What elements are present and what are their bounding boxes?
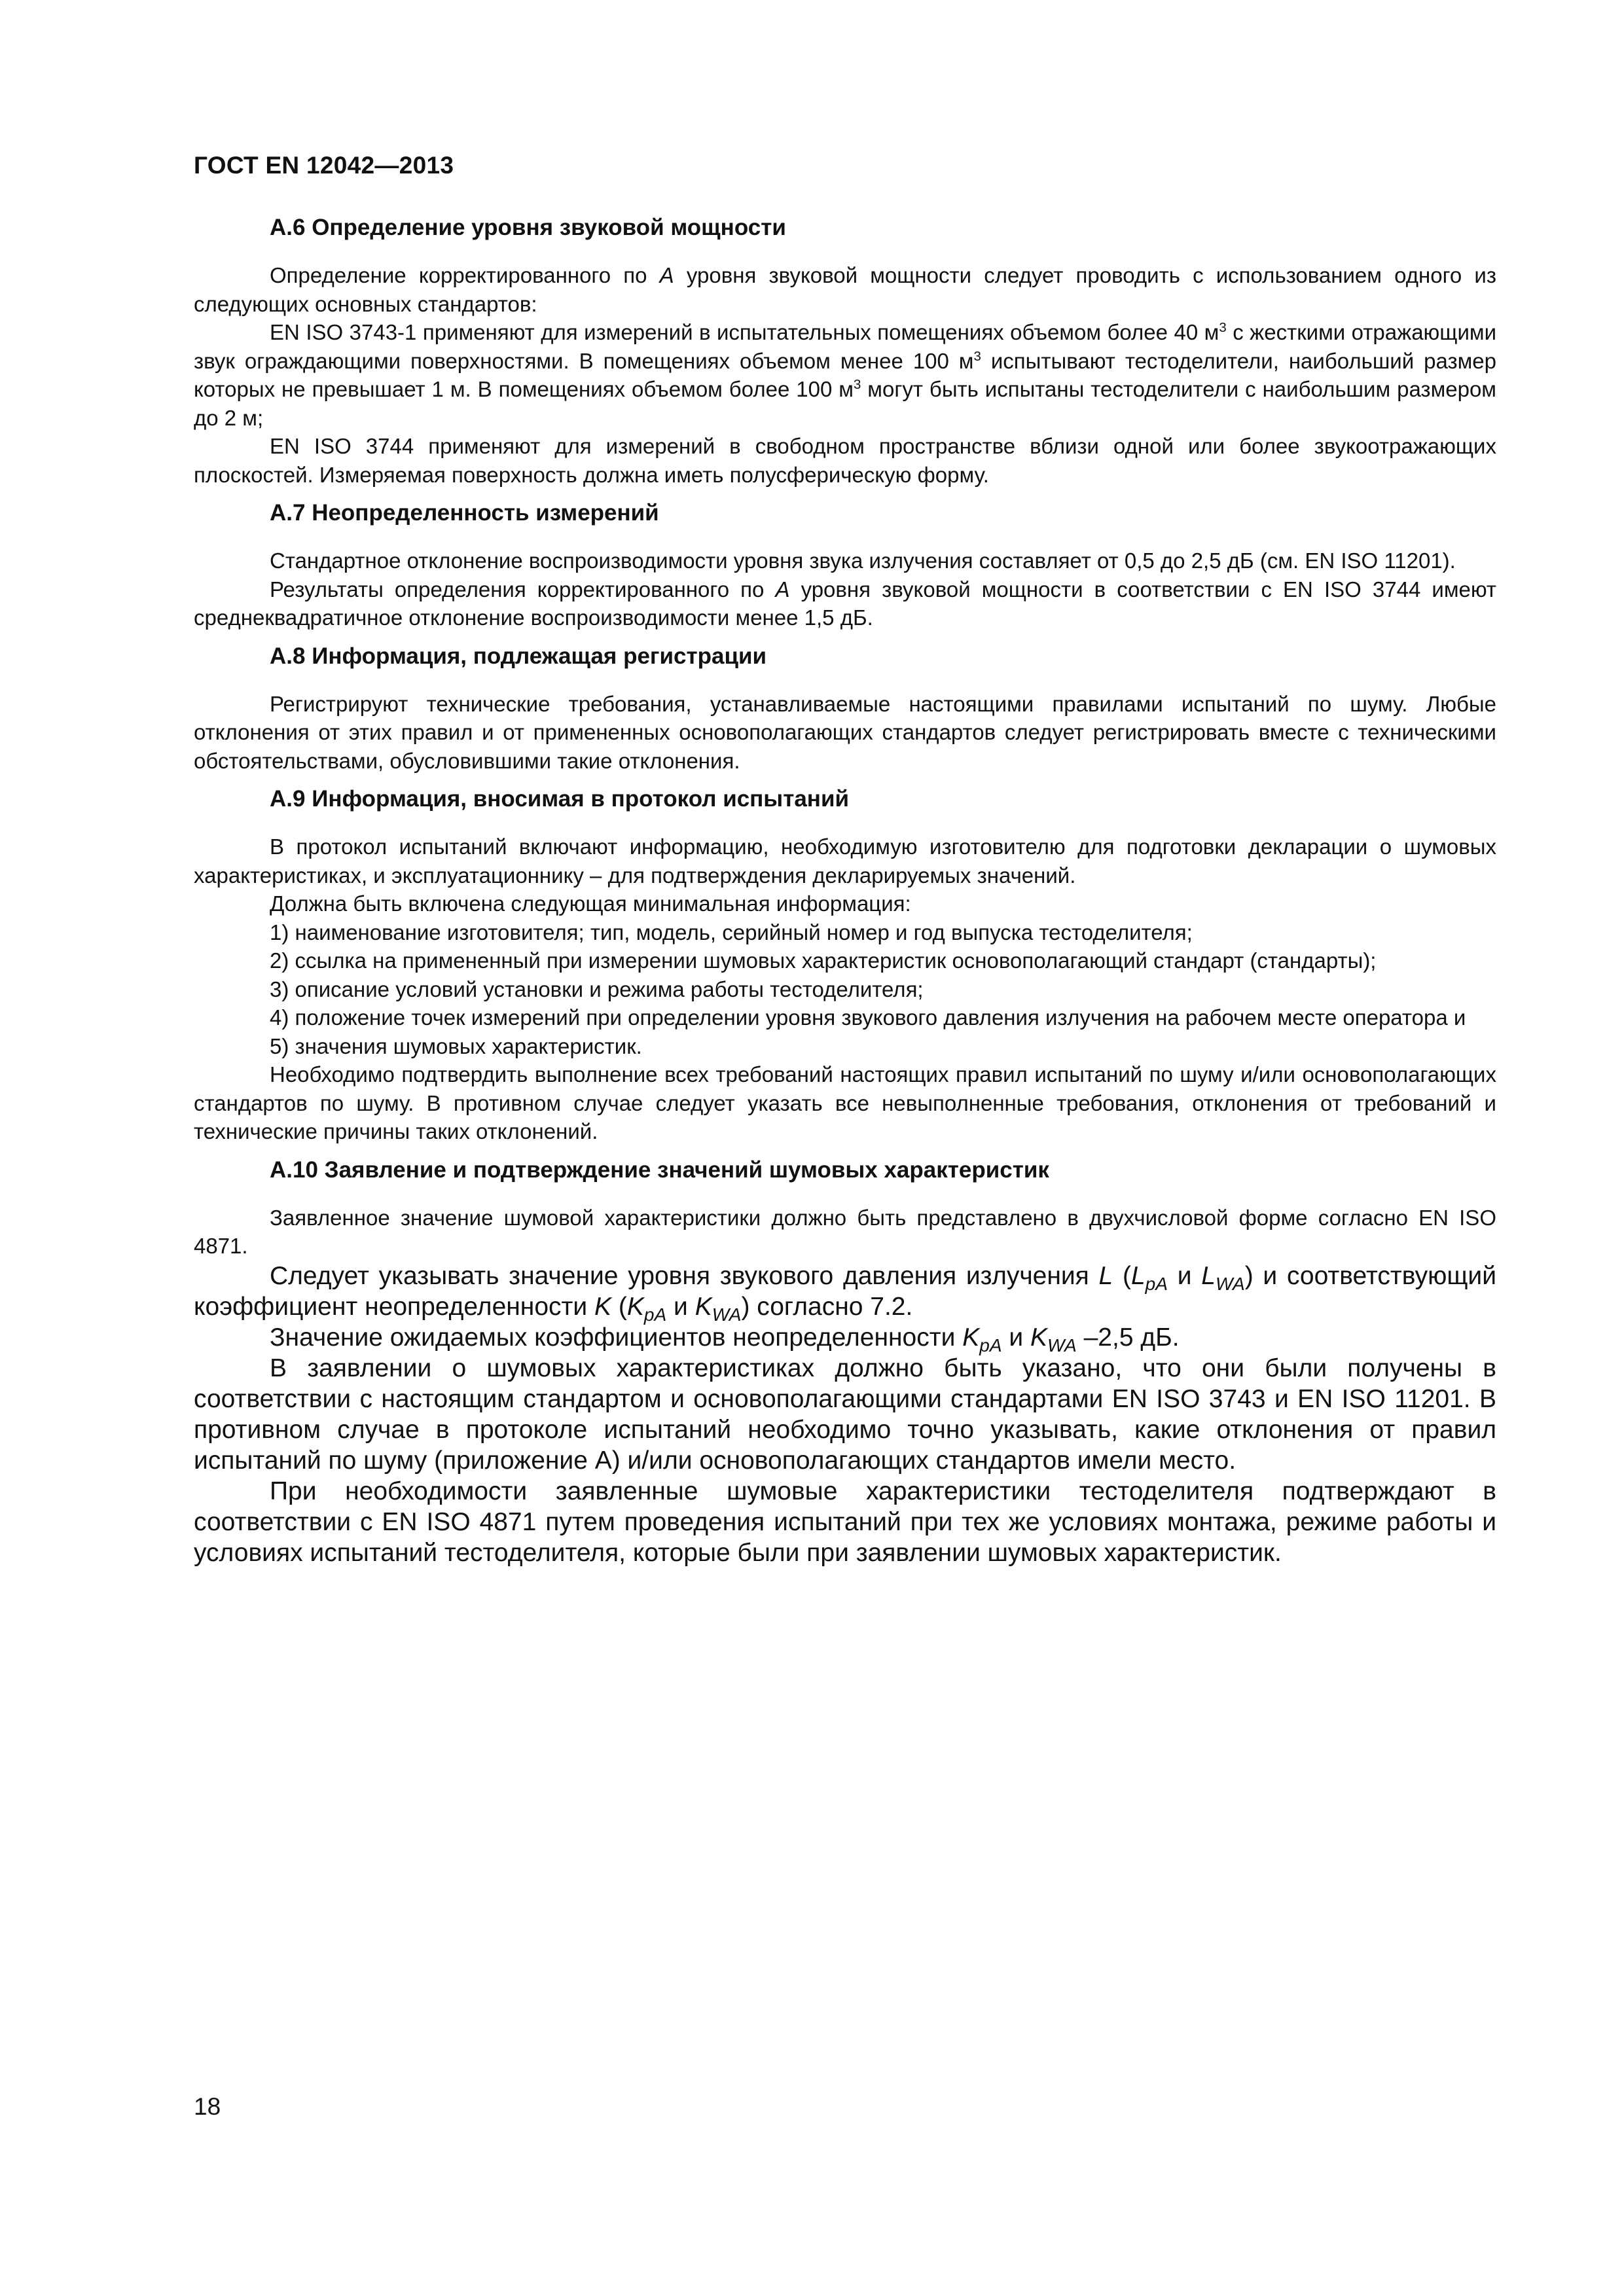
paragraph: В протокол испытаний включают информацию, необходимую изготовителю для подготовки декларации о шумовых характеристиках, и эксплуатационнику – для подтверждения декларируемых значений. — [194, 834, 1496, 888]
list-item: 2) ссылка на примененный при измерении шумовых характеристик основополагающий стандарт (стандарты); — [270, 948, 1377, 973]
page-number: 18 — [194, 2093, 221, 2120]
large-text-block — [194, 1261, 1496, 1568]
paragraph: Заявленное значение шумовой характеристики должно быть представлено в двухчисловой форме согласно EN ISO 4871. — [194, 1205, 1496, 1258]
paragraph: Результаты определения корректированного по А уровня звуковой мощности в соответствии с EN ISO 3744 имеют среднеквадратичное отклонение воспроизводимости менее 1,5 дБ. — [194, 577, 1496, 630]
section-a7 — [194, 498, 1496, 632]
paragraph: Значение ожидаемых коэффициентов неопределенности $K_{pA}$ и $K_{WA}$ –2,5 дБ. — [270, 1323, 1180, 1355]
list-item: 4) положение точек измерений при определении уровня звукового давления излучения на рабочем месте оператора и — [270, 1005, 1466, 1030]
paragraph: Должна быть включена следующая минимальная информация: — [270, 891, 911, 916]
section-heading: А.6 Определение уровня звуковой мощности — [270, 215, 786, 240]
section-heading: А.10 Заявление и подтверждение значений шумовых характеристик — [270, 1157, 1049, 1183]
section-a9 — [194, 784, 1496, 1146]
paragraph: Стандартное отклонение воспроизводимости уровня звука излучения составляет от 0,5 до 2,5 дБ (см. EN ISO 11201). — [270, 548, 1456, 573]
list-item: 1) наименование изготовителя; тип, модель, серийный номер и год выпуска тестоделителя; — [270, 920, 1193, 944]
document-header: ГОСТ EN 12042—2013 — [194, 152, 454, 179]
paragraph: При необходимости заявленные шумовые характеристики тестоделителя подтверждают в соответствии с EN ISO 4871 путем проведения испытаний при тех же условиях монтажа, режиме работы и условиях испытаний тестоделителя, которые были при заявлении шумовых характеристик. — [194, 1477, 1496, 1567]
document-body — [194, 213, 1496, 1568]
section-heading: А.8 Информация, подлежащая регистрации — [270, 643, 767, 669]
section-a6 — [194, 213, 1496, 489]
section-a10 — [194, 1155, 1496, 1568]
section-a8 — [194, 641, 1496, 776]
document-page — [194, 0, 1496, 2296]
paragraph: Регистрируют технические требования, устанавливаемые настоящими правилами испытаний по шуму. Любые отклонения от этих правил и от примененных основополагающих стандартов следует регистрировать вместе с техническими обстоятельствами, обусловившими такие отклонения. — [194, 691, 1496, 773]
paragraph: В заявлении о шумовых характеристиках должно быть указано, что они были получены в соответствии с настоящим стандартом и основополагающими стандартами EN ISO 3743 и EN ISO 11201. В противном случае в протоколе испытаний необходимо точно указывать, какие отклонения от правил испытаний по шуму (приложение А) и/или основополагающих стандартов имели место. — [194, 1354, 1496, 1475]
paragraph: Необходимо подтвердить выполнение всех требований настоящих правил испытаний по шуму и/или основополагающих стандартов по шуму. В противном случае следует указать все невыполненные требования, отклонения от требований и технические причины таких отклонений. — [194, 1062, 1496, 1143]
list-item: 3) описание условий установки и режима работы тестоделителя; — [270, 977, 924, 1001]
list-item: 5) значения шумовых характеристик. — [270, 1033, 642, 1058]
section-heading: А.7 Неопределенность измерений — [270, 500, 659, 526]
paragraph: Определение корректированного по А уровня звуковой мощности следует проводить с использованием одного из следующих основных стандартов: — [194, 263, 1497, 316]
paragraph: Следует указывать значение уровня звукового давления излучения L ($L_{pA}$ и $L_{WA}$) и соответствующий коэффициент неопределенности K ($K_{pA}$ и $K_{WA}$) согласно 7.2. — [194, 1261, 1497, 1325]
section-heading: А.9 Информация, вносимая в протокол испытаний — [270, 786, 849, 812]
paragraph: EN ISO 3744 применяют для измерений в свободном пространстве вблизи одной или более звукоотражающих плоскостей. Измеряемая поверхность должна иметь полусферическую форму. — [194, 434, 1496, 487]
paragraph: EN ISO 3743-1 применяют для измерений в испытательных помещениях объемом более 40 $м^3$ с жесткими отражающими звук ограждающими поверхностями. В помещениях объемом менее 100 $м^3$ испытывают тестоделители, наибольший размер которых не превышает 1 м. В помещениях объемом более 100 $м^3$ могут быть испытаны тестоделители с наибольшим размером до 2 м; — [194, 320, 1497, 430]
